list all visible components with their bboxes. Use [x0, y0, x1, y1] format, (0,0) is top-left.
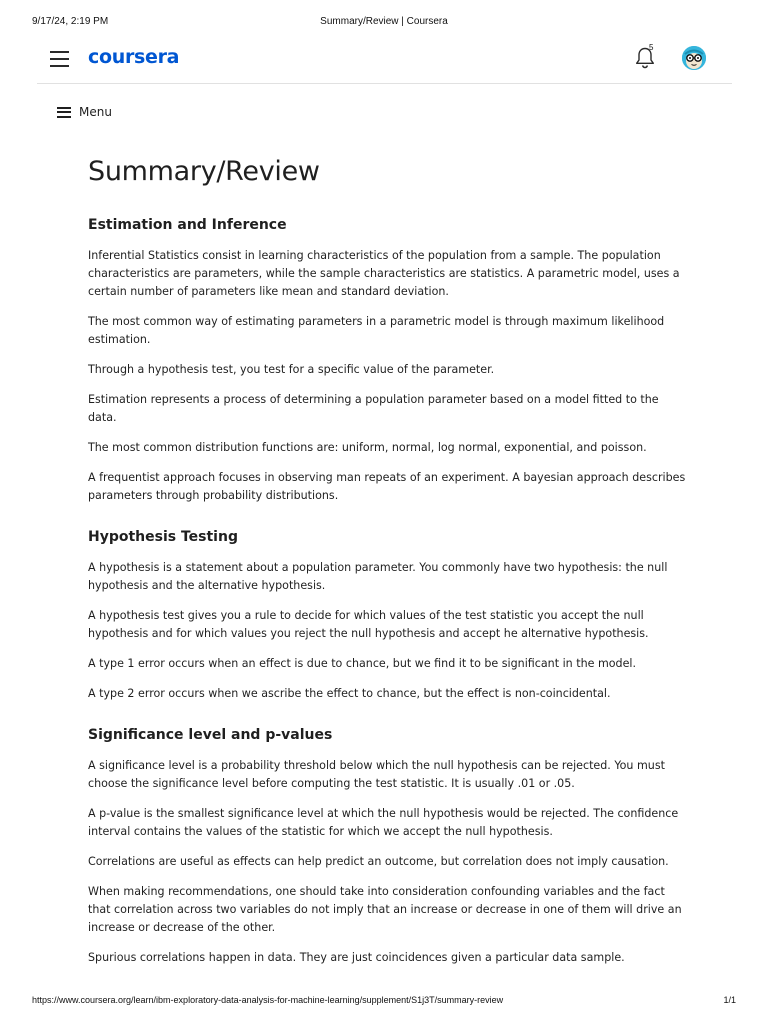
- paragraph: A type 1 error occurs when an effect is due to chance, but we find it to be significant in the model.: [88, 657, 637, 670]
- section-heading: Estimation and Inference: [88, 217, 287, 233]
- menu-icon: [57, 107, 71, 118]
- print-footer: [32, 995, 736, 1005]
- avatar[interactable]: [682, 46, 706, 70]
- page-url: https://www.coursera.org/learn/ibm-exploratory-data-analysis-for-machine-learning/supplement/S1j3T/summary-review: [32, 995, 504, 1005]
- paragraph: A type 2 error occurs when we ascribe the effect to chance, but the effect is non-coincidental.: [88, 687, 611, 700]
- paragraph: A significance level is a probability threshold below which the null hypothesis can be rejected. You must choose the significance level before computing the test statistic. It is usually .01 or .05.: [88, 759, 665, 790]
- paragraph: The most common way of estimating parameters in a parametric model is through maximum likelihood estimation.: [88, 315, 665, 346]
- top-navigation-bar: [37, 40, 732, 84]
- avatar-face-icon: [682, 46, 706, 70]
- paragraph: The most common distribution functions are: uniform, normal, log normal, exponential, and poisson.: [88, 441, 647, 454]
- paragraph: Estimation represents a process of determining a population parameter based on a model fitted to the data.: [88, 393, 659, 424]
- paragraph: A p-value is the smallest significance level at which the null hypothesis would be rejected. The confidence interval contains the values of the statistic for which we accept the null hypothesis.: [88, 807, 679, 838]
- hamburger-icon[interactable]: [50, 51, 69, 67]
- paragraph: Inferential Statistics consist in learning characteristics of the population from a sample. The population characteristics are parameters, while the sample characteristics are statistics. A parametric model, uses a certain number of parameters like mean and standard deviation.: [88, 249, 680, 298]
- paragraph: Through a hypothesis test, you test for a specific value of the parameter.: [88, 363, 495, 376]
- paragraph: Correlations are useful as effects can help predict an outcome, but correlation does not imply causation.: [88, 855, 669, 868]
- page-title: Summary/Review: [88, 156, 320, 187]
- print-title: Summary/Review | Coursera: [320, 16, 448, 27]
- print-datetime: 9/17/24, 2:19 PM: [32, 16, 109, 27]
- coursera-logo[interactable]: coursera: [88, 46, 180, 68]
- paragraph: When making recommendations, one should take into consideration confounding variables and the fact that correlation across two variables do not imply that an increase or decrease in one of them will drive an increase or decrease of the other.: [88, 885, 682, 934]
- page-number: 1/1: [723, 995, 736, 1005]
- paragraph: A hypothesis is a statement about a population parameter. You commonly have two hypothesis: the null hypothesis and the alternative hypothesis.: [88, 561, 668, 592]
- menu-label: Menu: [79, 105, 112, 119]
- article-content: [88, 156, 686, 967]
- paragraph: A hypothesis test gives you a rule to decide for which values of the test statistic you accept the null hypothesis and for which values you reject the null hypothesis and accept he alternative hypothesis.: [88, 609, 649, 640]
- paragraph: Spurious correlations happen in data. They are just coincidences given a particular data sample.: [88, 951, 625, 964]
- section-heading: Hypothesis Testing: [88, 529, 238, 545]
- paragraph: A frequentist approach focuses in observing man repeats of an experiment. A bayesian approach describes parameters through probability distributions.: [88, 471, 686, 502]
- course-menu-button[interactable]: [57, 105, 112, 119]
- notification-count: 5: [649, 43, 654, 52]
- print-header: [32, 16, 736, 27]
- section-heading: Significance level and p-values: [88, 727, 333, 743]
